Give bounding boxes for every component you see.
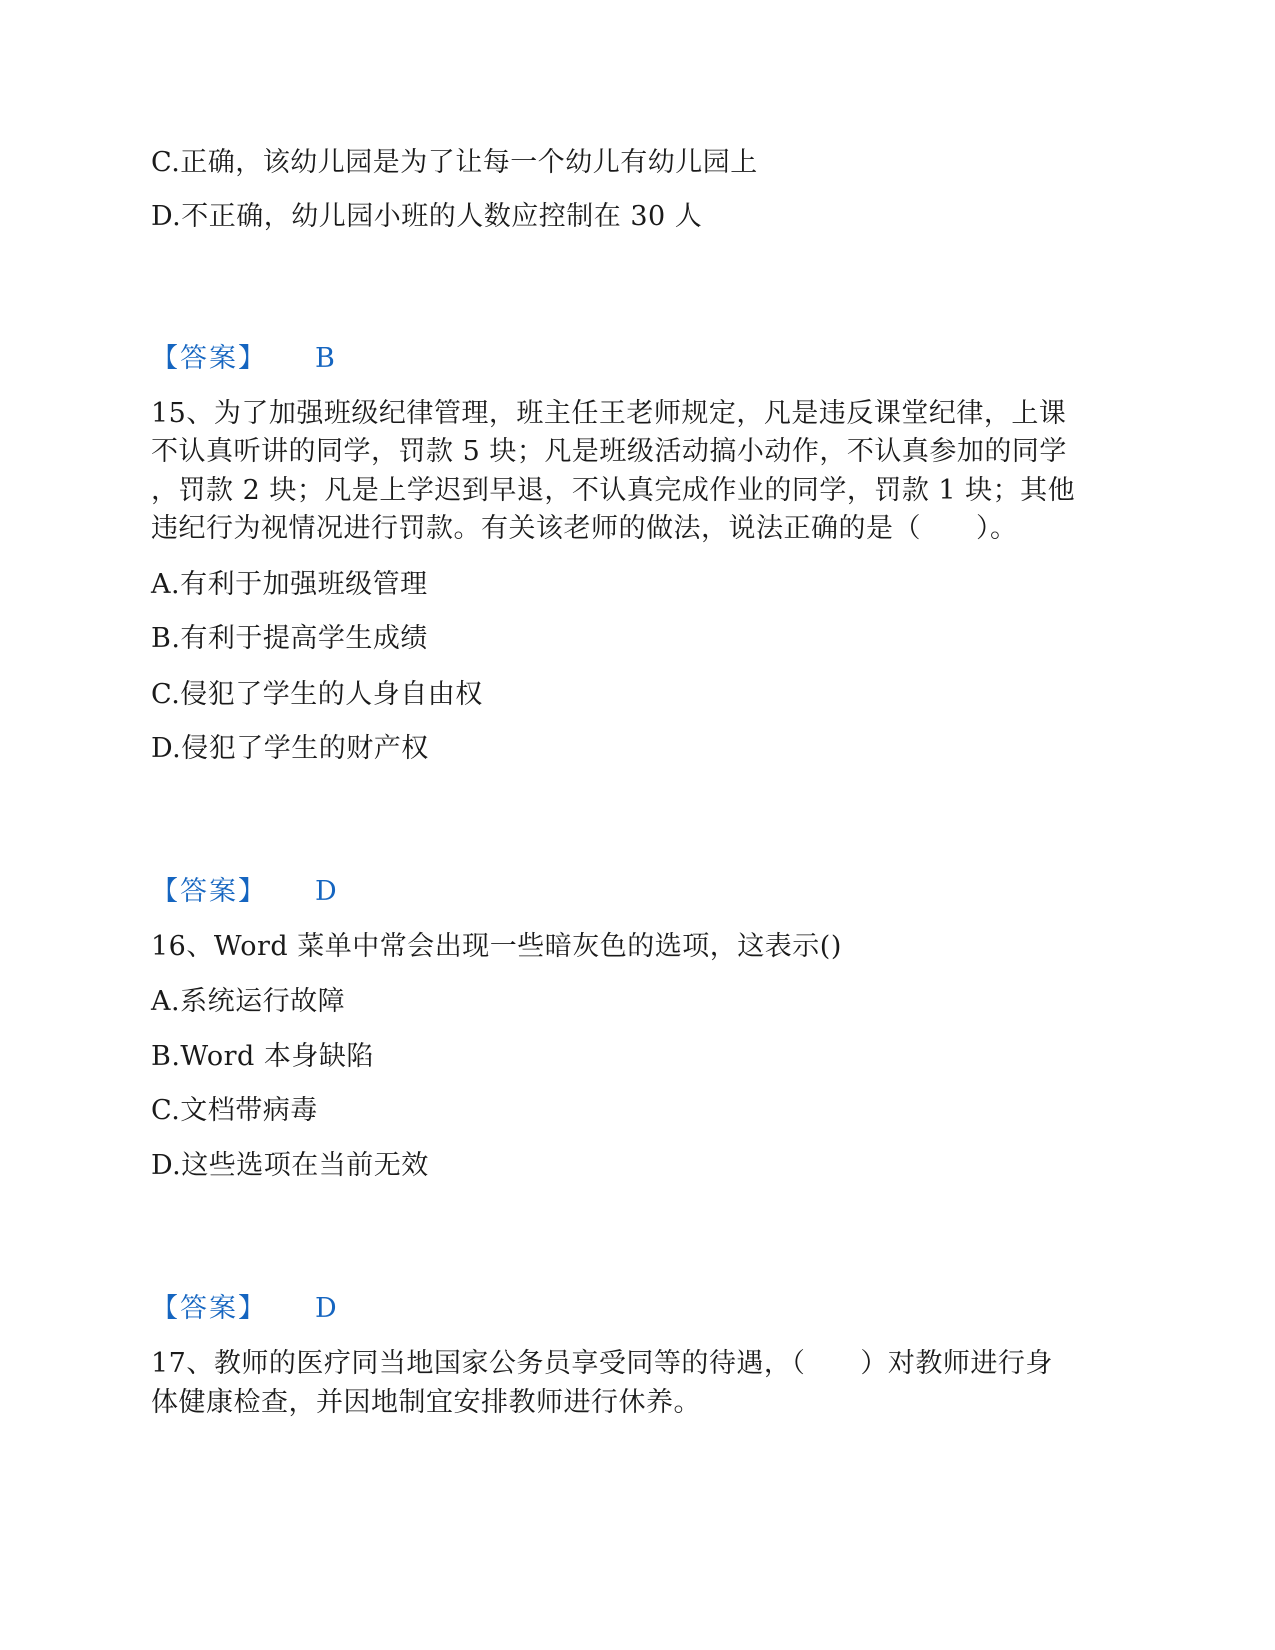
answer-value: D (315, 1293, 337, 1324)
q17-stem-line-2: 体健康检查，并因地制宜安排教师进行休养。 (151, 1387, 701, 1418)
answer-value: D (315, 876, 337, 907)
answer-label: 【答案】 (151, 1293, 267, 1324)
q15-option-b: B.有利于提高学生成绩 (151, 623, 428, 654)
q16-option-b: B.Word 本身缺陷 (151, 1041, 374, 1072)
q15-stem-line-1: 15、为了加强班级纪律管理，班主任王老师规定，凡是违反课堂纪律，上课 (151, 398, 1067, 429)
q15-stem-line-3: ，罚款 2 块；凡是上学迟到早退，不认真完成作业的同学，罚款 1 块；其他 (151, 475, 1076, 506)
q15-stem-line-4: 违纪行为视情况进行罚款。有关该老师的做法，说法正确的是（ ）。 (151, 513, 1018, 544)
q15-option-c: C.侵犯了学生的人身自由权 (151, 679, 483, 710)
q14-option-c: C.正确，该幼儿园是为了让每一个幼儿有幼儿园上 (151, 147, 758, 178)
q15-stem-line-2: 不认真听讲的同学，罚款 5 块；凡是班级活动搞小动作，不认真参加的同学 (151, 436, 1067, 467)
answer-value: B (315, 343, 335, 374)
answer-label: 【答案】 (151, 343, 267, 374)
q16-option-c: C.文档带病毒 (151, 1095, 318, 1126)
q15-answer (151, 873, 337, 911)
q14-answer (151, 340, 335, 378)
answer-label: 【答案】 (151, 876, 267, 907)
q16-option-a: A.系统运行故障 (151, 986, 346, 1017)
q16-answer (151, 1290, 337, 1328)
q14-option-d: D.不正确，幼儿园小班的人数应控制在 30 人 (151, 201, 703, 232)
q16-stem: 16、Word 菜单中常会出现一些暗灰色的选项，这表示() (151, 931, 842, 962)
q16-option-d: D.这些选项在当前无效 (151, 1150, 429, 1181)
q17-stem-line-1: 17、教师的医疗同当地国家公务员享受同等的待遇，（ ）对教师进行身 (151, 1348, 1053, 1379)
q15-option-a: A.有利于加强班级管理 (151, 569, 428, 600)
q15-option-d: D.侵犯了学生的财产权 (151, 733, 429, 764)
